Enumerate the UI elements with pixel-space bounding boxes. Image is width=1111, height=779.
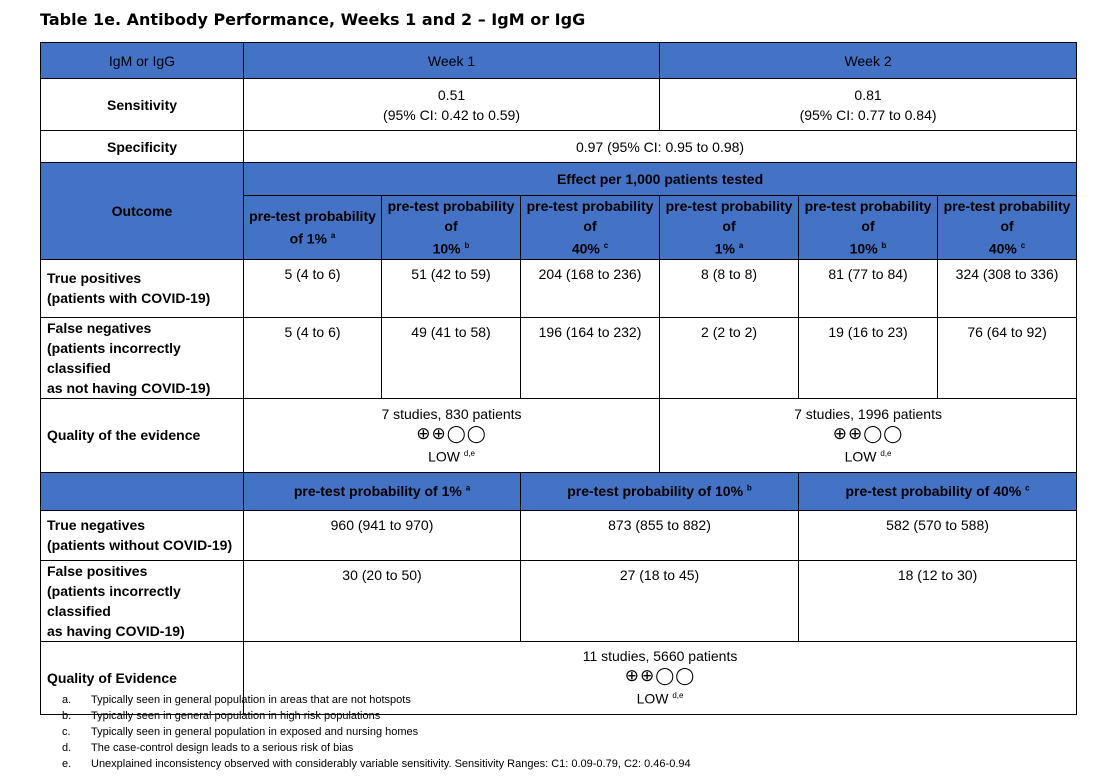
table-title: Table 1e. Antibody Performance, Weeks 1 and 2 – IgM or IgG xyxy=(40,10,586,29)
specificity-header-blank xyxy=(41,472,244,510)
true-negatives-label-line2: (patients without COVID-19) xyxy=(47,537,233,554)
footnote-b xyxy=(62,708,691,724)
fp-value-1: 30 (20 to 50) xyxy=(244,560,521,641)
sensitivity-week2 xyxy=(660,79,1077,131)
specificity-header-row xyxy=(41,472,1077,510)
quality-evidence-label-1: Quality of the evidence xyxy=(41,398,244,472)
footnote-ref: d,e xyxy=(880,448,892,458)
tn-value-3: 582 (570 to 588) xyxy=(799,510,1077,560)
false-negatives-row xyxy=(41,317,1077,398)
sensitivity-week2-value: 0.81 xyxy=(854,86,882,103)
true-positives-label xyxy=(41,259,244,317)
footnote-text: Typically seen in general population in areas that are not hotspots xyxy=(91,694,411,706)
sensitivity-label: Sensitivity xyxy=(41,79,244,131)
sensitivity-row xyxy=(41,79,1077,131)
footnote-ref: b xyxy=(464,241,470,250)
pretest-col-5-line2: 10% xyxy=(849,240,878,257)
pretest-col-3-line1: pre-test probability of xyxy=(526,198,654,234)
quality-overall-grade: LOW xyxy=(636,690,669,707)
pretest-col-2-line2: 10% xyxy=(432,240,461,257)
tp-value-5: 81 (77 to 84) xyxy=(799,259,938,317)
tp-value-4: 8 (8 to 8) xyxy=(660,259,799,317)
header-week1: Week 1 xyxy=(244,43,660,79)
quality-week2-certainty-icon: ⊕⊕◯◯ xyxy=(832,423,904,443)
true-negatives-row xyxy=(41,510,1077,560)
pretest-col-6-line2: 40% xyxy=(988,240,1017,257)
effect-header: Effect per 1,000 patients tested xyxy=(244,163,1077,196)
tp-value-1: 5 (4 to 6) xyxy=(244,259,382,317)
specificity-label: Specificity xyxy=(41,131,244,163)
specificity-value: 0.97 (95% CI: 0.95 to 0.98) xyxy=(244,131,1077,163)
true-positives-label-line2: (patients with COVID-19) xyxy=(47,290,211,307)
quality-week1 xyxy=(244,398,660,472)
outcome-label: Outcome xyxy=(41,163,244,260)
footnote-ref: c xyxy=(603,241,609,250)
outcome-header-row xyxy=(41,163,1077,196)
tn-value-2: 873 (855 to 882) xyxy=(521,510,799,560)
pretest-col-1 xyxy=(244,196,382,260)
fp-value-2: 27 (18 to 45) xyxy=(521,560,799,641)
fn-value-1: 5 (4 to 6) xyxy=(244,317,382,398)
pretest-col-6 xyxy=(938,196,1077,260)
pretest-col-1-line1: pre-test probability xyxy=(249,208,376,224)
false-positives-label-line3: as having COVID-19) xyxy=(47,622,185,639)
sensitivity-week1 xyxy=(244,79,660,131)
fn-value-6: 76 (64 to 92) xyxy=(938,317,1077,398)
footnote-marker: e. xyxy=(62,758,72,770)
footnote-text: The case-control design leads to a serious risk of bias xyxy=(91,742,354,754)
footnote-ref: b xyxy=(881,241,887,250)
footnote-marker: c. xyxy=(62,726,71,738)
fn-value-2: 49 (41 to 58) xyxy=(382,317,521,398)
true-positives-row xyxy=(41,259,1077,317)
sensitivity-week2-ci: (95% CI: 0.77 to 0.84) xyxy=(799,106,937,123)
antibody-performance-table xyxy=(40,42,1077,715)
spec-col-3-text: pre-test probability of 40% xyxy=(845,483,1022,500)
quality-week1-certainty-icon: ⊕⊕◯◯ xyxy=(416,423,487,443)
false-negatives-label xyxy=(41,317,244,398)
pretest-col-4-line2: 1% xyxy=(714,240,735,257)
true-negatives-label xyxy=(41,510,244,560)
quality-week2-studies: 7 studies, 1996 patients xyxy=(794,405,942,422)
pretest-col-3 xyxy=(521,196,660,260)
quality-week2 xyxy=(660,398,1077,472)
spec-col-1 xyxy=(244,472,521,510)
footnote-ref: b xyxy=(746,483,752,493)
footnote-ref: a xyxy=(330,231,336,240)
footnote-text: Unexplained inconsistency observed with considerably variable sensitivity. Sensitivity Ranges: C1: 0.09-0.79, C2: 0.46-0.94 xyxy=(91,758,691,770)
footnote-ref: d,e xyxy=(463,448,475,458)
pretest-col-2 xyxy=(382,196,521,260)
tn-value-1: 960 (941 to 970) xyxy=(244,510,521,560)
quality-week1-grade: LOW xyxy=(428,448,460,465)
tp-value-3: 204 (168 to 236) xyxy=(521,259,660,317)
footnotes xyxy=(62,692,691,772)
fn-value-3: 196 (164 to 232) xyxy=(521,317,660,398)
true-positives-label-line1: True positives xyxy=(47,270,142,287)
footnote-ref: a xyxy=(738,241,744,250)
pretest-col-4-line1: pre-test probability of xyxy=(665,198,793,234)
pretest-col-5 xyxy=(799,196,938,260)
footnote-ref: d,e xyxy=(672,691,684,701)
false-negatives-label-line1: False negatives xyxy=(47,319,152,336)
pretest-col-1-line2: of 1% xyxy=(289,230,327,247)
footnote-ref: c xyxy=(1020,241,1026,250)
footnote-marker: d. xyxy=(62,742,72,754)
pretest-col-5-line1: pre-test probability of xyxy=(804,198,932,234)
true-negatives-label-line1: True negatives xyxy=(47,517,146,534)
footnote-ref: c xyxy=(1025,483,1030,493)
spec-col-2-text: pre-test probability of 10% xyxy=(567,483,744,500)
quality-overall-certainty-icon: ⊕⊕◯◯ xyxy=(624,666,696,686)
false-negatives-label-line2: (patients incorrectly classified xyxy=(47,339,181,376)
sensitivity-week1-ci: (95% CI: 0.42 to 0.59) xyxy=(383,106,520,123)
fn-value-5: 19 (16 to 23) xyxy=(799,317,938,398)
quality-week1-studies: 7 studies, 830 patients xyxy=(381,405,522,422)
footnote-c xyxy=(62,724,691,740)
quality-week2-grade: LOW xyxy=(844,448,877,465)
tp-value-2: 51 (42 to 59) xyxy=(382,259,521,317)
footnote-a xyxy=(62,692,691,708)
footnote-ref: a xyxy=(465,483,471,493)
false-positives-label-line2: (patients incorrectly classified xyxy=(47,582,181,619)
header-row xyxy=(41,43,1077,79)
false-negatives-label-line3: as not having COVID-19) xyxy=(47,379,211,396)
pretest-col-2-line1: pre-test probability of xyxy=(387,198,515,234)
spec-col-3 xyxy=(799,472,1077,510)
quality-evidence-label-2: Quality of Evidence xyxy=(41,641,244,714)
spec-col-2 xyxy=(521,472,799,510)
footnote-marker: a. xyxy=(62,694,72,706)
quality-evidence-row-1 xyxy=(41,398,1077,472)
footnote-e xyxy=(62,756,691,772)
specificity-row xyxy=(41,131,1077,163)
tp-value-6: 324 (308 to 336) xyxy=(938,259,1077,317)
footnote-marker: b. xyxy=(62,710,72,722)
pretest-col-4 xyxy=(660,196,799,260)
footnote-text: Typically seen in general population in high risk populations xyxy=(91,710,381,722)
fn-value-4: 2 (2 to 2) xyxy=(660,317,799,398)
false-positives-label-line1: False positives xyxy=(47,562,148,579)
false-positives-row xyxy=(41,560,1077,641)
sensitivity-week1-value: 0.51 xyxy=(437,86,466,103)
pretest-col-6-line1: pre-test probability of xyxy=(943,198,1071,234)
pretest-col-3-line2: 40% xyxy=(571,240,600,257)
false-positives-label xyxy=(41,560,244,641)
header-week2: Week 2 xyxy=(660,43,1077,79)
footnote-text: Typically seen in general population in exposed and nursing homes xyxy=(91,726,419,738)
header-igm-igg: IgM or IgG xyxy=(41,43,244,79)
quality-overall-studies: 11 studies, 5660 patients xyxy=(582,648,738,665)
fp-value-3: 18 (12 to 30) xyxy=(799,560,1077,641)
spec-col-1-text: pre-test probability of 1% xyxy=(293,483,462,500)
footnote-d xyxy=(62,740,691,756)
